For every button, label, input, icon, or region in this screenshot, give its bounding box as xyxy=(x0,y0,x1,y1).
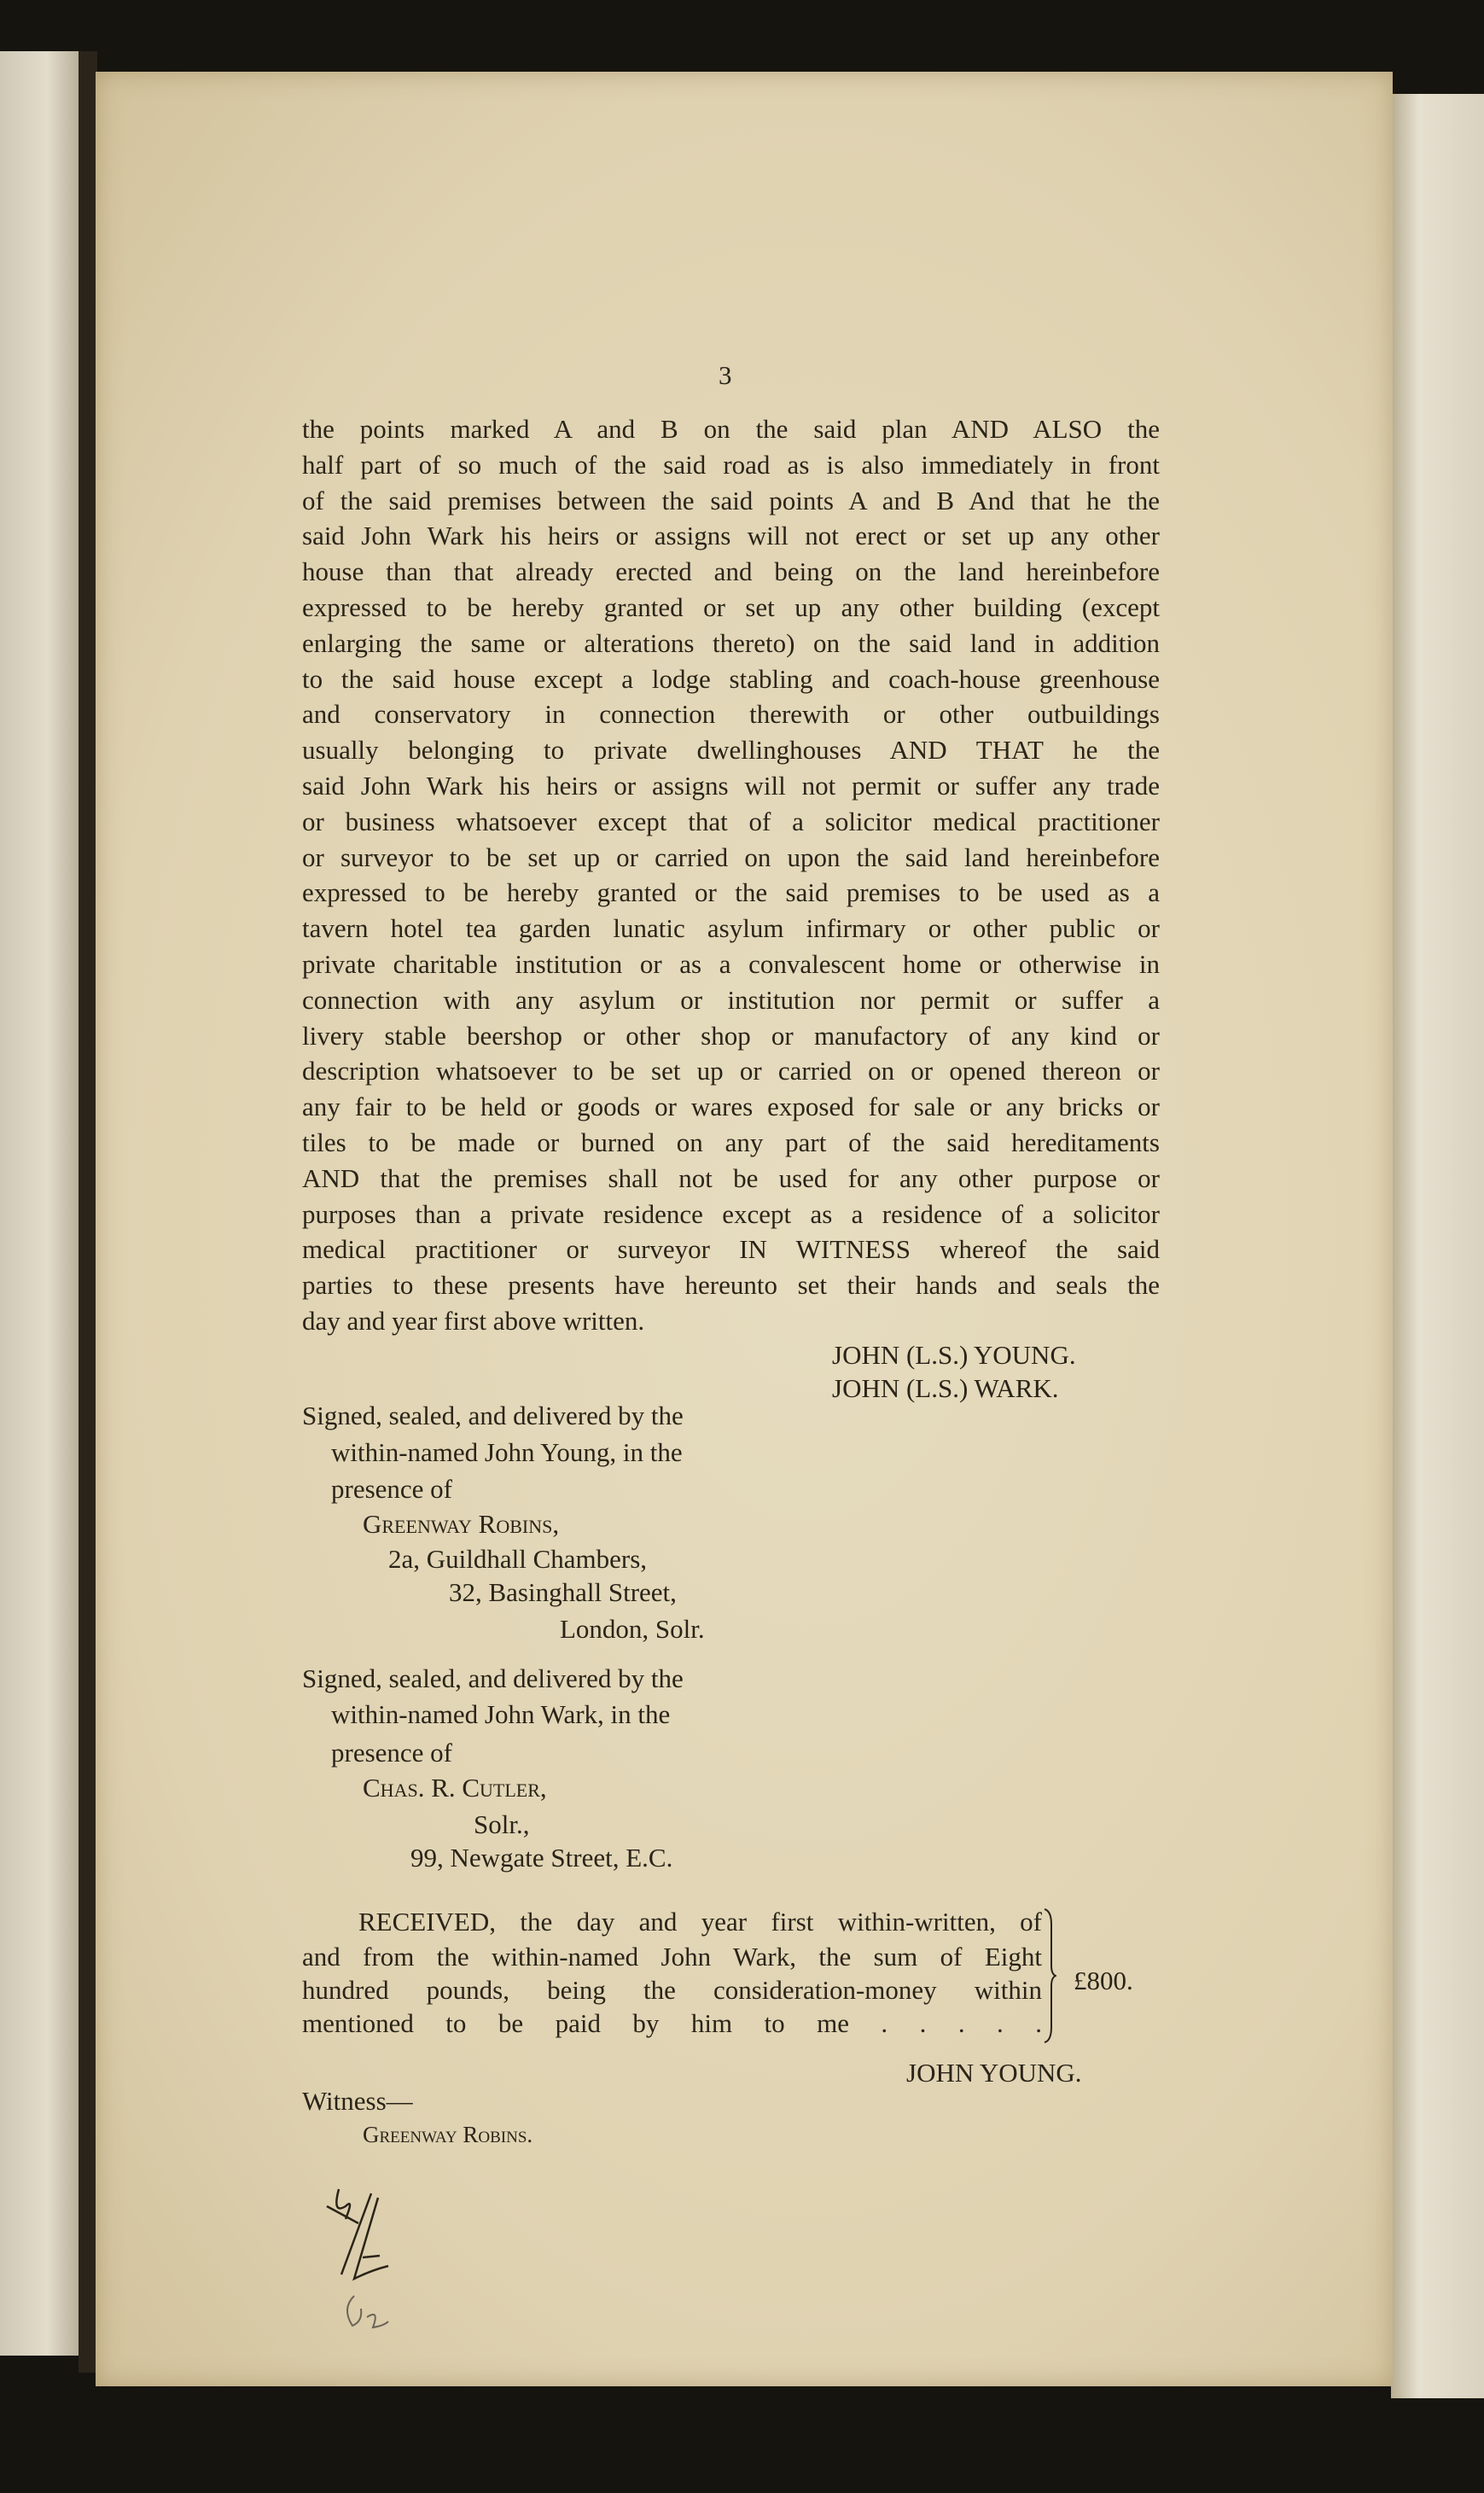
body-last-line: day and year first above written. xyxy=(302,1306,645,1336)
body-line: connection with any asylum or institution nor permit or suffer a xyxy=(302,984,1160,1015)
body-line: livery stable beershop or other shop or manufactory of any kind or xyxy=(302,1020,1160,1051)
receipt-line: mentioned to be paid by him to me . . . . . xyxy=(302,2008,1042,2038)
witness-young-line2: within-named John Young, in the xyxy=(331,1437,683,1467)
seal-john-wark: JOHN (L.S.) WARK. xyxy=(832,1373,1059,1403)
receipt-amount: £800. xyxy=(1074,1966,1133,1995)
body-line: the points marked A and B on the said plan AND ALSO the xyxy=(302,414,1160,444)
body-line: parties to these presents have hereunto set their hands and seals the xyxy=(302,1270,1160,1301)
body-line: or business whatsoever except that of a solicitor medical practitioner xyxy=(302,806,1160,836)
witness-young-line3: presence of xyxy=(331,1474,452,1504)
witness-young-name: Greenway Robins, xyxy=(363,1509,560,1539)
body-line: usually belonging to private dwellinghouses AND THAT he the xyxy=(302,735,1160,766)
body-line: any fair to be held or goods or wares exposed for sale or any bricks or xyxy=(302,1092,1160,1122)
body-line: medical practitioner or surveyor IN WITNESS whereof the said xyxy=(302,1234,1160,1265)
receipt-witness-name: Greenway Robins. xyxy=(363,2122,533,2147)
book-spine xyxy=(79,51,97,2373)
witness-wark-line3: presence of xyxy=(331,1738,452,1768)
receipt-line: hundred pounds, being the consideration-money within xyxy=(302,1975,1042,2005)
witness-wark-addr2: 99, Newgate Street, E.C. xyxy=(410,1843,673,1873)
body-line: said John Wark his heirs or assigns will not erect or set up any other xyxy=(302,521,1160,551)
witness-wark-addr1: Solr., xyxy=(474,1809,530,1839)
handwritten-initials xyxy=(320,2181,448,2334)
witness-young-addr3: London, Solr. xyxy=(560,1614,705,1644)
body-line: enlarging the same or alterations thereto) on the said land in addition xyxy=(302,627,1160,658)
body-line: tiles to be made or burned on any part of the said hereditaments xyxy=(302,1127,1160,1157)
page-number: 3 xyxy=(719,360,732,390)
body-line: of the said premises between the said points A and B And that he the xyxy=(302,485,1160,515)
receipt-line: and from the within-named John Wark, the sum of Eight xyxy=(302,1942,1042,1972)
witness-young-line1: Signed, sealed, and delivered by the xyxy=(302,1401,684,1430)
witness-wark-line1: Signed, sealed, and delivered by the xyxy=(302,1663,684,1693)
body-line: and conservatory in connection therewith or other outbuildings xyxy=(302,699,1160,730)
body-line: half part of so much of the said road as is also immediately in front xyxy=(302,449,1160,480)
seal-john-young: JOHN (L.S.) YOUNG. xyxy=(832,1340,1076,1370)
receipt-witness-label: Witness— xyxy=(302,2086,413,2116)
body-line: or surveyor to be set up or carried on upon the said land hereinbefore xyxy=(302,842,1160,872)
receipt-line: RECEIVED, the day and year first within-written, of xyxy=(358,1907,1042,1937)
body-line: AND that the premises shall not be used for any other purpose or xyxy=(302,1162,1160,1193)
adjacent-right-pages xyxy=(1391,94,1484,2398)
witness-young-addr2: 32, Basinghall Street, xyxy=(449,1577,677,1607)
body-line: expressed to be hereby granted or set up any other building (except xyxy=(302,592,1160,622)
adjacent-left-page xyxy=(0,51,79,2356)
receipt-brace xyxy=(1043,1908,1056,2044)
witness-wark-line2: within-named John Wark, in the xyxy=(331,1699,671,1729)
body-line: to the said house except a lodge stabling and coach-house greenhouse xyxy=(302,663,1160,694)
body-line: description whatsoever to be set up or carried on or opened thereon or xyxy=(302,1056,1160,1086)
body-line: said John Wark his heirs or assigns will not permit or suffer any trade xyxy=(302,771,1160,801)
receipt-signer: JOHN YOUNG. xyxy=(906,2058,1082,2088)
body-line: purposes than a private residence except as a residence of a solicitor xyxy=(302,1198,1160,1229)
body-line: house than that already erected and being on the land hereinbefore xyxy=(302,556,1160,587)
body-line: tavern hotel tea garden lunatic asylum infirmary or other public or xyxy=(302,913,1160,944)
body-line: expressed to be hereby granted or the said premises to be used as a xyxy=(302,877,1160,908)
witness-wark-name: Chas. R. Cutler, xyxy=(363,1773,547,1803)
witness-young-addr1: 2a, Guildhall Chambers, xyxy=(388,1544,648,1574)
body-line: private charitable institution or as a convalescent home or otherwise in xyxy=(302,949,1160,979)
